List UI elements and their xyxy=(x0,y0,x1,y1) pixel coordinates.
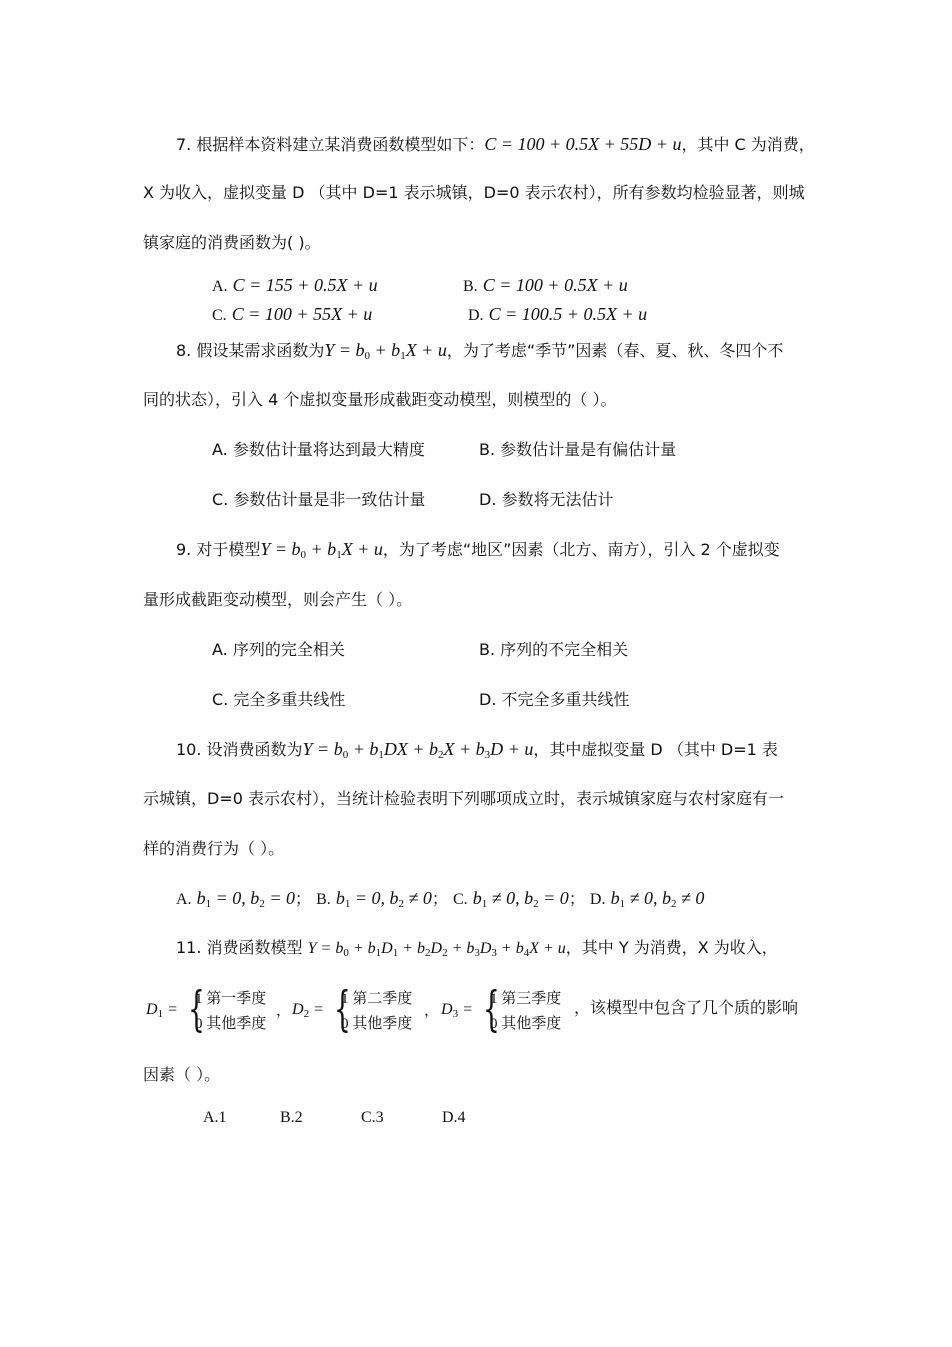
q10-option-b[interactable] xyxy=(316,889,432,908)
q11-d2-bottom: 0 其他季度 xyxy=(341,1016,413,1032)
q8-stem-line2: 同的状态），引入 4 个虚拟变量形成截距变动模型，则模型的（ ）。 xyxy=(143,390,617,409)
q9-option-c[interactable]: C. 完全多重共线性 xyxy=(212,690,346,709)
q8-formula: $Y = b_0 + b_1X + u$ xyxy=(324,340,447,362)
q10-option-b-label: B. xyxy=(316,891,331,908)
q7-option-a-label: A. xyxy=(212,278,228,295)
q11-d2-top: 1 第二季度 xyxy=(341,991,413,1007)
q11-stem-text: 11. 消费函数模型 xyxy=(176,938,303,957)
q7-option-a-formula: C = 155 + 0.5X + u xyxy=(232,275,378,295)
q7-option-c-label: C. xyxy=(212,307,227,324)
q11-option-b[interactable]: B.2 xyxy=(280,1109,303,1126)
q9-option-b[interactable]: B. 序列的不完全相关 xyxy=(479,640,629,659)
q10-stem-text: 10. 设消费函数为 xyxy=(176,740,303,759)
q11-comma-1: ， xyxy=(276,1001,292,1019)
q7-option-c[interactable] xyxy=(212,302,372,328)
q10-option-a-label: A. xyxy=(176,891,192,908)
q10-option-c-formula: $b_1 \ne 0$, $b_2 = 0$ xyxy=(472,888,569,910)
q7-option-d-label: D. xyxy=(468,307,484,324)
q11-d1-brace: { xyxy=(188,981,205,1037)
q10-option-c[interactable] xyxy=(453,889,569,908)
q7-option-b-formula: C = 100 + 0.5X + u xyxy=(482,275,628,295)
q7-stem-text: 7. 根据样本资料建立某消费函数模型如下： xyxy=(176,135,485,154)
q9-stem-line1 xyxy=(176,537,780,567)
q11-stem-line2-end: ，该模型中包含了几个质的影响 xyxy=(574,998,799,1017)
q7-option-c-formula: C = 100 + 55X + u xyxy=(231,304,373,324)
q11-d2-name: $D_2$ = xyxy=(292,1001,324,1020)
q8-stem-text: 8. 假设某需求函数为 xyxy=(176,341,325,360)
q7-stem-line1 xyxy=(176,132,815,157)
q10-separator: ； xyxy=(568,889,585,908)
q10-stem-line2: 示城镇，D=0 表示农村），当统计检验表明下列哪项成立时，表示城镇家庭与农村家庭有一 xyxy=(143,789,784,808)
q7-option-b[interactable] xyxy=(463,273,628,299)
q11-d1-bottom: 0 其他季度 xyxy=(195,1016,267,1032)
q10-stem-line3: 样的消费行为（ ）。 xyxy=(143,839,285,858)
q10-options-row xyxy=(176,886,704,916)
q11-d3-bottom: 0 其他季度 xyxy=(490,1016,562,1032)
q8-option-c[interactable]: C. 参数估计量是非一致估计量 xyxy=(212,490,426,509)
q11-comma-2: ， xyxy=(424,1001,440,1019)
q10-option-a-formula: $b_1 = 0$, $b_2 = 0$ xyxy=(196,888,295,910)
q11-option-d[interactable]: D.4 xyxy=(442,1109,466,1126)
q11-d3-top: 1 第三季度 xyxy=(490,991,562,1007)
q11-d1-top: 1 第一季度 xyxy=(195,991,267,1007)
q9-formula: $Y = b_0 + b_1X + u$ xyxy=(260,539,383,561)
q11-stem-line1 xyxy=(176,936,778,965)
q8-option-d[interactable]: D. 参数将无法估计 xyxy=(479,490,614,509)
q7-option-d[interactable] xyxy=(468,302,647,328)
q8-option-a[interactable]: A. 参数估计量将达到最大精度 xyxy=(212,440,425,459)
q7-stem-line2: X 为收入，虚拟变量 D （其中 D=1 表示城镇，D=0 表示农村），所有参数均检验显著，则城 xyxy=(143,183,805,202)
q10-stem-text-end: ，其中虚拟变量 D （其中 D=1 表 xyxy=(533,740,778,759)
q11-d1-name: $D_1$ = xyxy=(146,1001,178,1020)
q9-stem-text: 9. 对于模型 xyxy=(176,540,261,559)
q8-stem-line1 xyxy=(176,338,783,368)
q11-stem-line3: 因素（ ）。 xyxy=(143,1065,221,1084)
q10-option-d-label: D. xyxy=(589,891,606,908)
q7-stem-line3: 镇家庭的消费函数为( )。 xyxy=(143,233,321,252)
q10-separator: ； xyxy=(431,889,448,908)
q10-option-d-formula: $b_1 \ne 0$, $b_2 \ne 0$ xyxy=(610,888,705,910)
q9-stem-line2: 量形成截距变动模型，则会产生（ ）。 xyxy=(143,590,413,609)
q11-stem-text-end: ，其中 Y 为消费，X 为收入， xyxy=(565,938,778,957)
q10-option-c-label: C. xyxy=(453,891,468,908)
q10-option-b-formula: $b_1 = 0$, $b_2 \ne 0$ xyxy=(335,888,432,910)
q9-option-a[interactable]: A. 序列的完全相关 xyxy=(212,640,345,659)
q10-option-d[interactable] xyxy=(590,889,704,908)
q11-d3-brace: { xyxy=(483,981,500,1037)
q7-stem-text-end: ，其中 C 为消费， xyxy=(681,135,815,154)
q11-option-c[interactable]: C.3 xyxy=(361,1109,384,1126)
q11-option-a[interactable]: A.1 xyxy=(203,1109,227,1126)
q9-option-d[interactable]: D. 不完全多重共线性 xyxy=(479,690,630,709)
q11-d2-brace: { xyxy=(334,981,351,1037)
q9-stem-text-end: ，为了考虑“地区”因素（北方、南方），引入 2 个虚拟变 xyxy=(382,540,780,559)
q10-formula: $Y = b_0 + b_1DX + b_2X + b_3D + u$ xyxy=(302,739,534,761)
q10-option-a[interactable] xyxy=(176,889,295,908)
q11-formula: $Y = b_0 + b_1D_1 + b_2D_2 + b_3D_3 + b_4X + u$ xyxy=(307,940,566,959)
q7-formula: C = 100 + 0.5X + 55D + u xyxy=(484,134,682,154)
q10-stem-line1 xyxy=(176,737,778,767)
q11-d3-name: $D_3$ = xyxy=(441,1001,473,1020)
q7-option-d-formula: C = 100.5 + 0.5X + u xyxy=(488,304,648,324)
q7-option-a[interactable] xyxy=(212,273,378,299)
q8-option-b[interactable]: B. 参数估计量是有偏估计量 xyxy=(479,440,677,459)
q10-separator: ； xyxy=(294,889,311,908)
q7-option-b-label: B. xyxy=(463,278,478,295)
q8-stem-text-end: ，为了考虑“季节”因素（春、夏、秋、冬四个不 xyxy=(446,341,784,360)
